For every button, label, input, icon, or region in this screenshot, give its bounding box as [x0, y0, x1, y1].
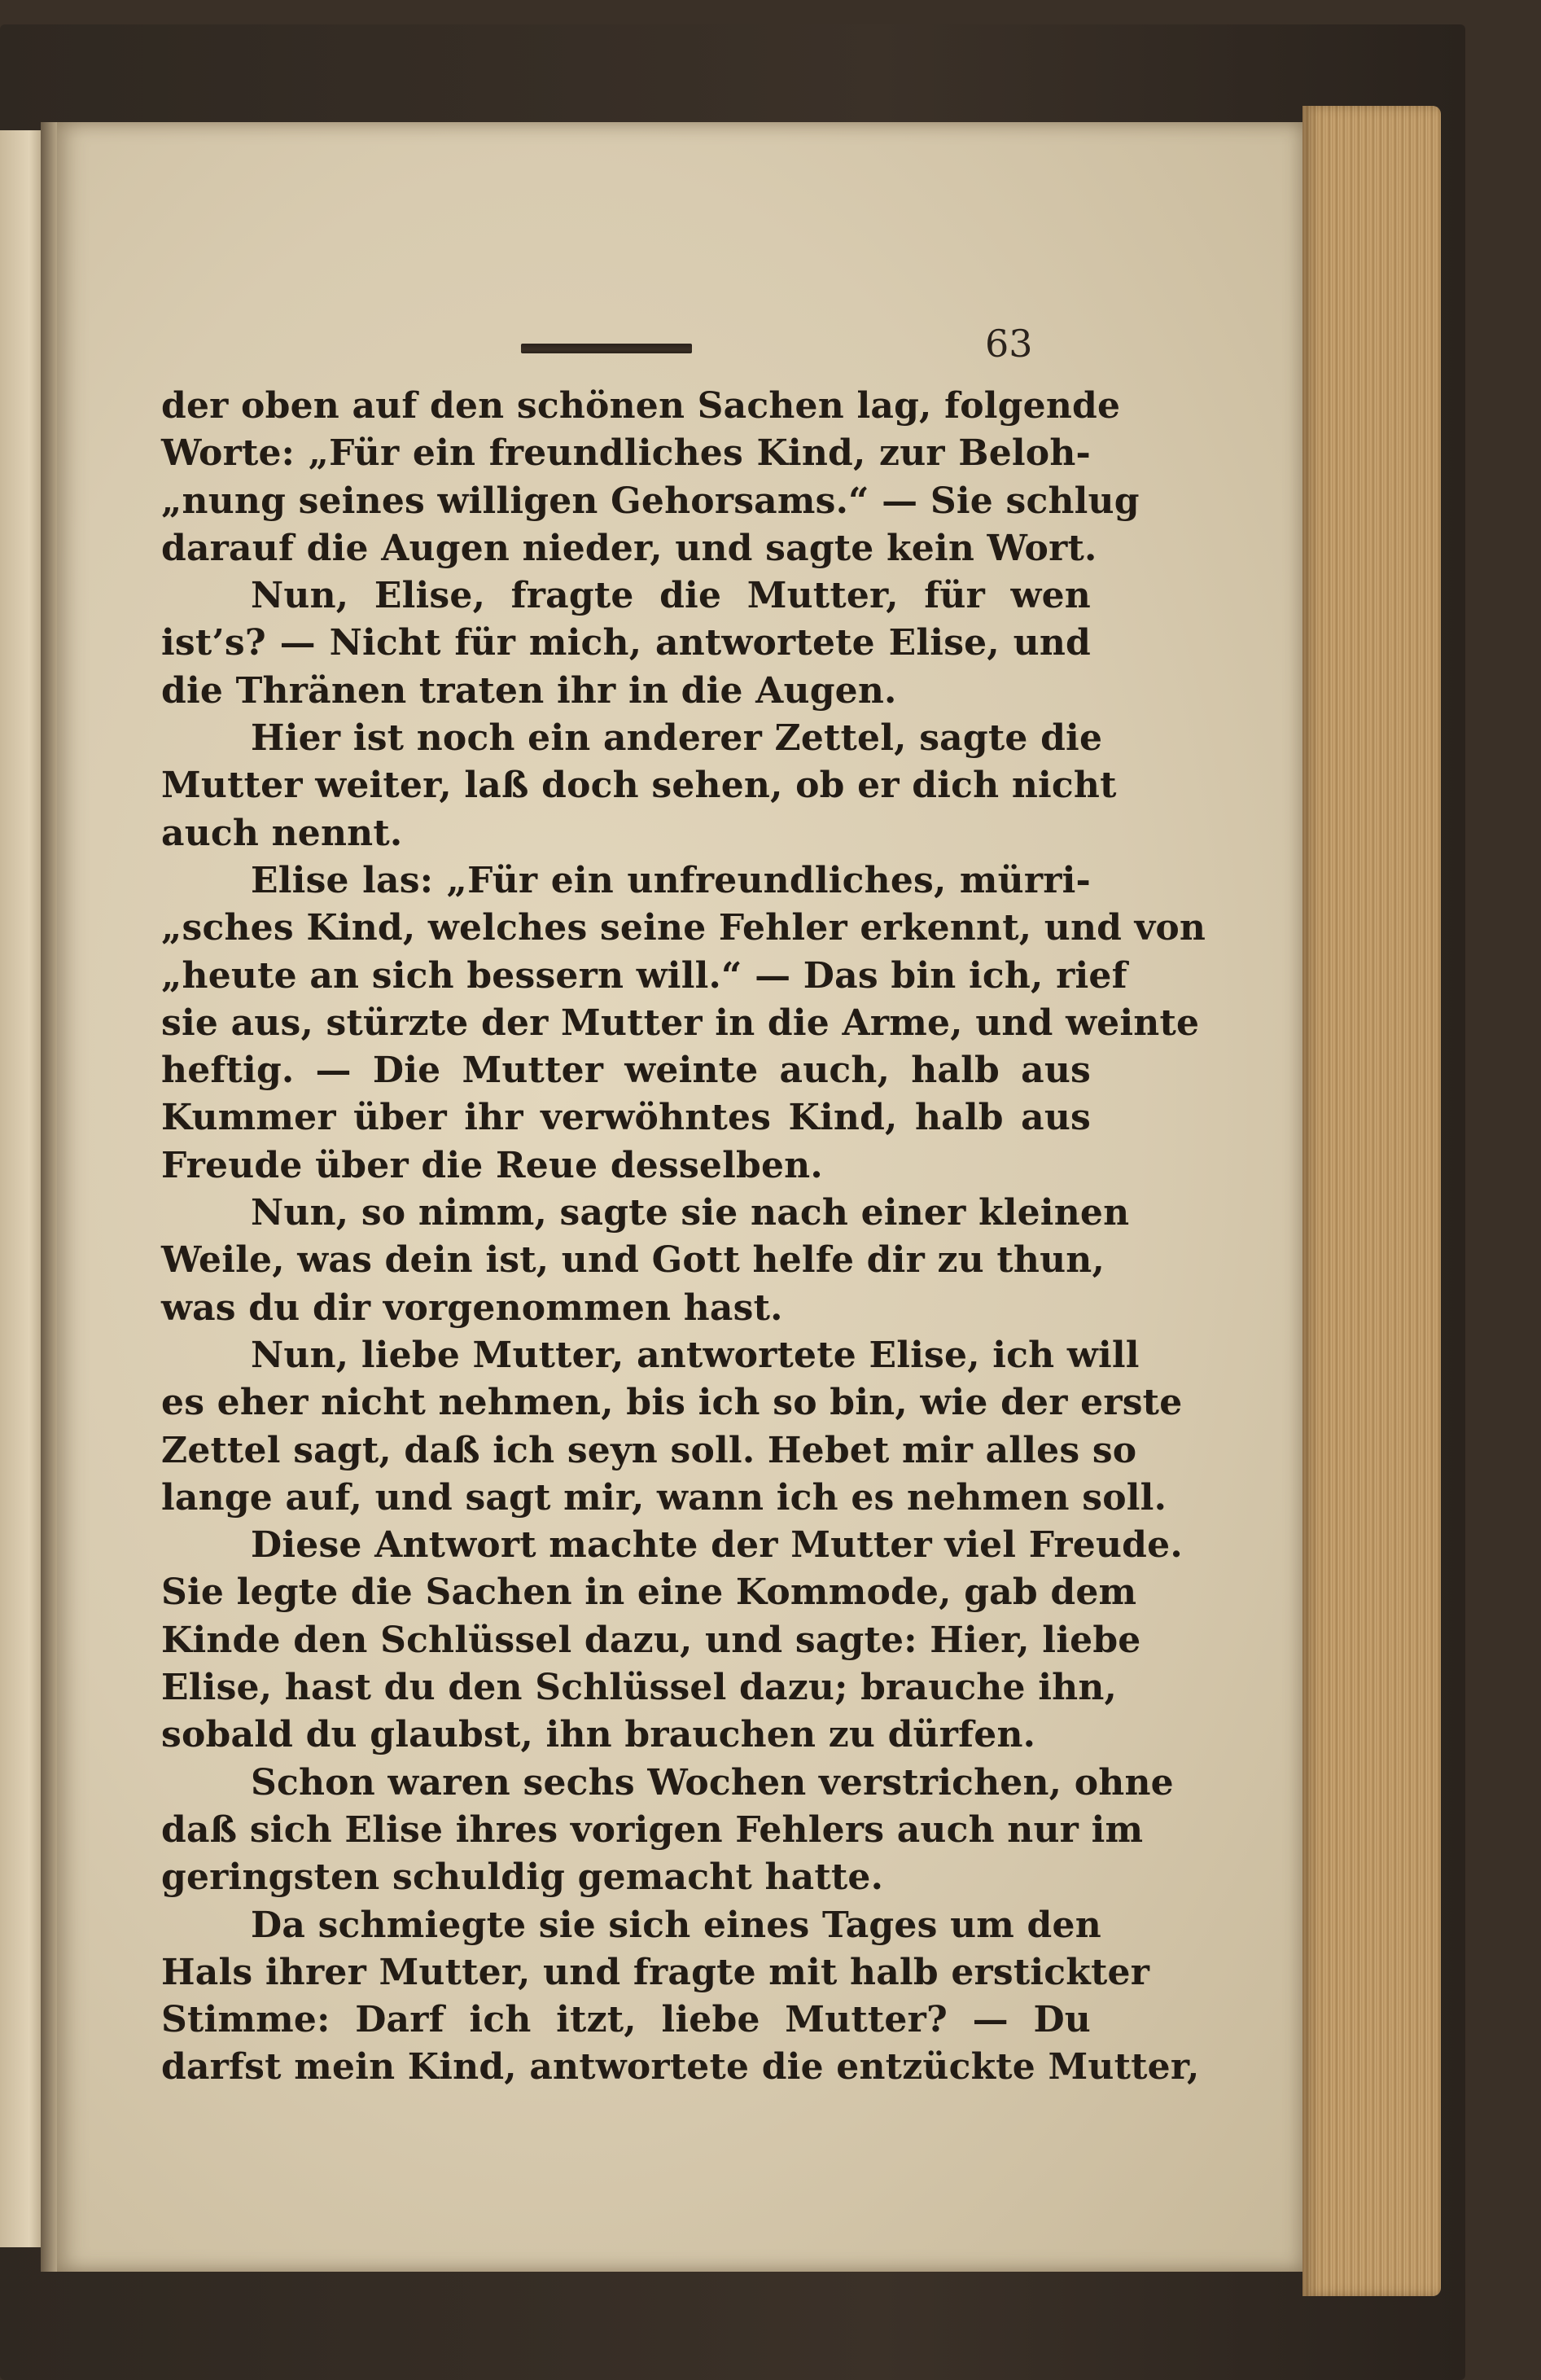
text-line: Weile, was dein ist, und Gott helfe dir zu thun, — [161, 1239, 1105, 1282]
text-line: lange auf, und sagt mir, wann ich es nehmen soll. — [161, 1476, 1167, 1519]
text-line: Mutter weiter, laß doch sehen, ob er dich nicht — [161, 765, 1117, 807]
text-line: Kummer über ihr verwöhntes Kind, halb aus — [161, 1097, 1091, 1139]
text-line: Nun, liebe Mutter, antwortete Elise, ich will — [251, 1334, 1140, 1376]
text-line: sie aus, stürzte der Mutter in die Arme, und weinte — [161, 1002, 1200, 1044]
text-line: Worte: „Für ein freundliches Kind, zur Beloh- — [161, 432, 1091, 475]
text-line: ist’s? — Nicht für mich, antwortete Elise, und — [161, 622, 1091, 664]
text-line: Nun, Elise, fragte die Mutter, für wen — [251, 575, 1091, 617]
text-line: Nun, so nimm, sagte sie nach einer kleinen — [251, 1192, 1130, 1234]
text-line: „sches Kind, welches seine Fehler erkennt, und von — [161, 907, 1206, 949]
text-line: Freude über die Reue desselben. — [161, 1144, 823, 1186]
text-line: es eher nicht nehmen, bis ich so bin, wie der erste — [161, 1382, 1183, 1424]
text-line: sobald du glaubst, ihn brauchen zu dürfen. — [161, 1714, 1036, 1756]
text-line: darauf die Augen nieder, und sagte kein Wort. — [161, 527, 1097, 569]
text-line: geringsten schuldig gemacht hatte. — [161, 1856, 884, 1899]
text-line: die Thränen traten ihr in die Augen. — [161, 669, 897, 712]
text-line: Schon waren sechs Wochen verstrichen, ohne — [251, 1761, 1174, 1804]
text-line: Da schmiegte sie sich eines Tages um den — [251, 1904, 1101, 1946]
text-line: Stimme: Darf ich itzt, liebe Mutter? — Du — [161, 1999, 1091, 2041]
text-line: darfst mein Kind, antwortete die entzückte Mutter, — [161, 2046, 1200, 2089]
text-line: Elise, hast du den Schlüssel dazu; brauche ihn, — [161, 1667, 1118, 1709]
text-line: Hier ist noch ein anderer Zettel, sagte die — [251, 717, 1103, 760]
text-line: daß sich Elise ihres vorigen Fehlers auch nur im — [161, 1808, 1144, 1851]
text-line: auch nennt. — [161, 812, 403, 854]
text-line: Elise las: „Für ein unfreundliches, mürri- — [251, 859, 1091, 901]
page-number: 63 — [985, 322, 1033, 366]
text-line: „heute an sich bessern will.“ — Das bin ich, rief — [161, 954, 1127, 997]
text-line: Diese Antwort machte der Mutter viel Freude. — [251, 1524, 1183, 1567]
page-fore-edge — [1302, 106, 1441, 2296]
header-ornament-rule — [521, 344, 692, 353]
text-line: der oben auf den schönen Sachen lag, folgende — [161, 385, 1121, 427]
text-line: heftig. — Die Mutter weinte auch, halb aus — [161, 1050, 1091, 1092]
text-block — [161, 383, 1206, 2092]
text-line: „nung seines willigen Gehorsams.“ — Sie schlug — [161, 480, 1140, 522]
text-line: Kinde den Schlüssel dazu, und sagte: Hier, liebe — [161, 1619, 1141, 1661]
text-line: Sie legte die Sachen in eine Kommode, gab dem — [161, 1571, 1137, 1614]
text-line: Zettel sagt, daß ich seyn soll. Hebet mir alles so — [161, 1429, 1137, 1471]
text-line: was du dir vorgenommen hast. — [161, 1286, 783, 1329]
text-line: Hals ihrer Mutter, und fragte mit halb erstickter — [161, 1951, 1150, 1993]
